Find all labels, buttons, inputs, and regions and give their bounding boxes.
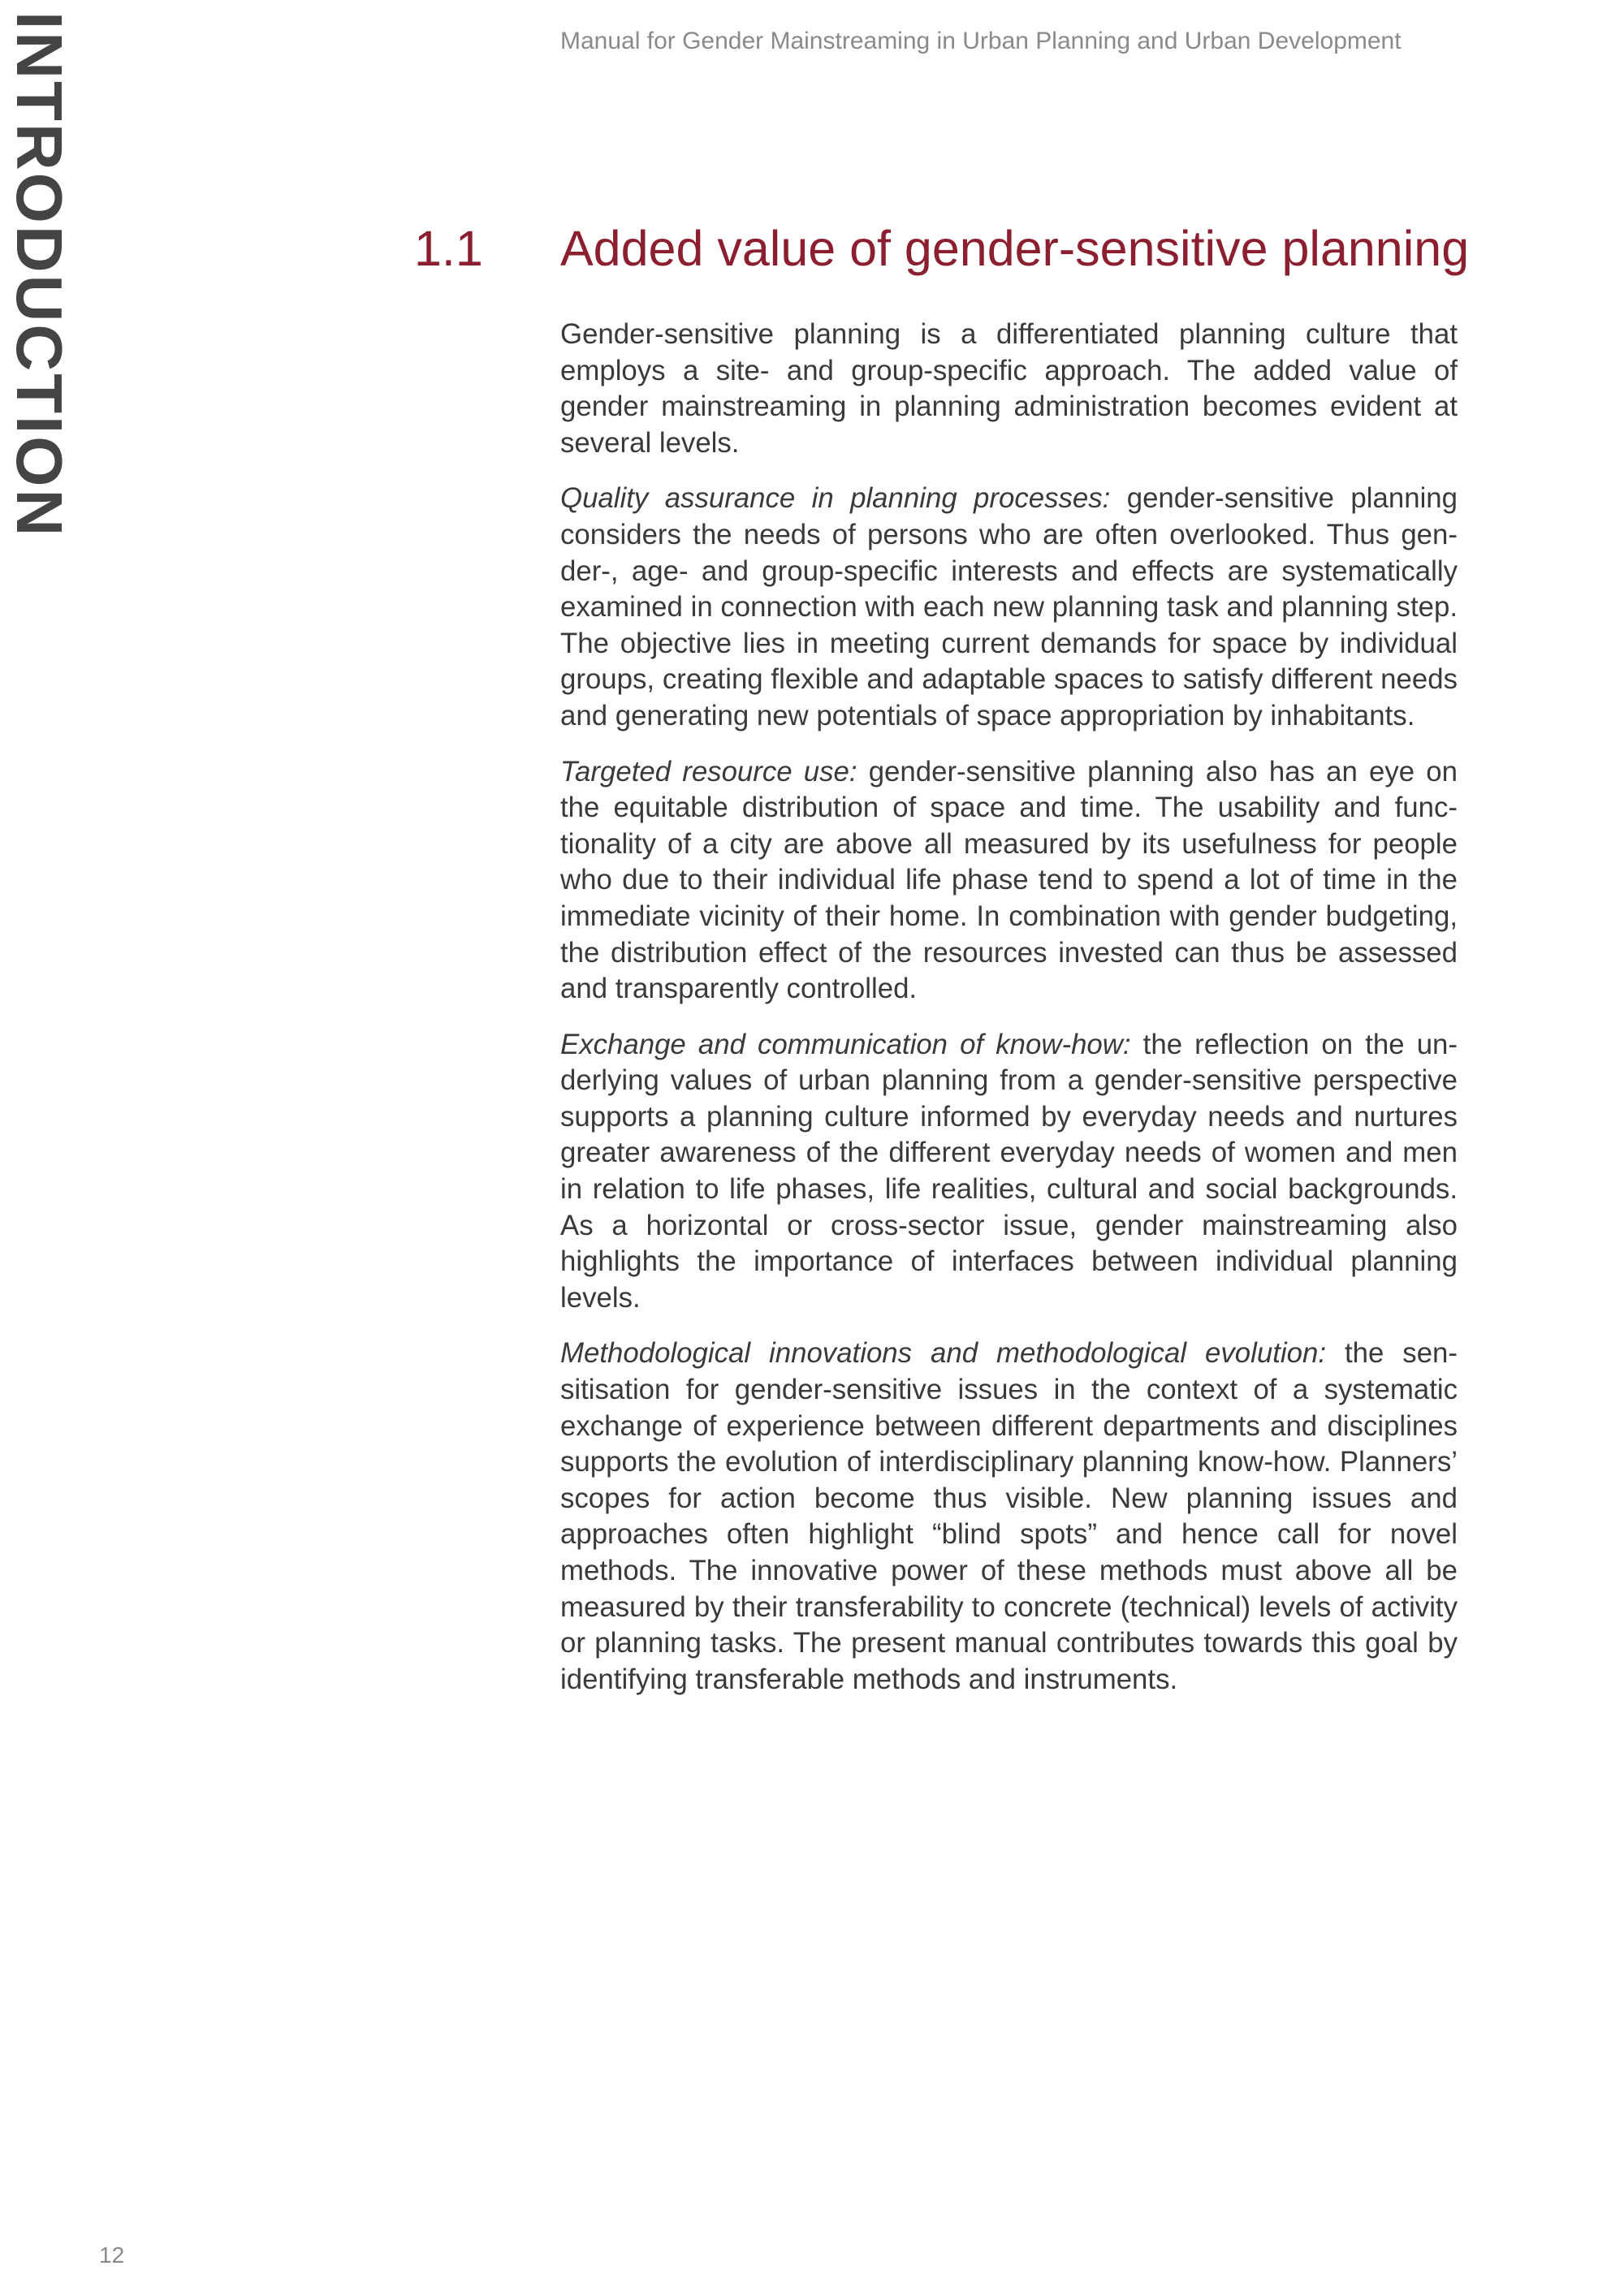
running-header: Manual for Gender Mainstreaming in Urban Planning and Urban Development xyxy=(560,28,1402,54)
section-number: 1.1 xyxy=(414,221,483,276)
paragraph-lead: Exchange and communication of know-how: xyxy=(560,1028,1131,1060)
paragraph-text: the sensitisation for gender-sensitive issues in the context of a systematic exchange of experience between different departments and disciplines supports the evolution of interdisciplinary planning know-how. Planners’ scopes for action become thus visible. New planning issues and approaches often highlight “blind spots” and hence call for novel methods. The innovative power of these methods must above all be measured by their transferability to concrete (technical) levels of activity or planning tasks. The present manual contributes towards this goal by identifying transferable methods and instruments. xyxy=(560,1337,1458,1695)
paragraph-methodological-innovations xyxy=(560,1336,1458,1698)
paragraph-text: gender-sensitive planning also has an eye on the equitable distribution of space and time. The usability and functionality of a city are above all measured by its usefulness for people who due to their individual life phase tend to spend a lot of time in the immediate vicinity of their home. In combination with gender budgeting, the distribution effect of the resources invested can thus be assessed and transparently controlled. xyxy=(560,755,1458,1005)
paragraph-exchange-communication xyxy=(560,1027,1458,1317)
paragraph-quality-assurance xyxy=(560,481,1458,734)
paragraph-lead: Methodological innovations and methodological evolution: xyxy=(560,1337,1327,1370)
body-text xyxy=(560,317,1458,1717)
paragraph-text: Gender-sensitive planning is a differentiated planning culture that employs a site- and group-specific approach. The added value of gender mainstreaming in planning administration becomes evident at several levels. xyxy=(560,318,1458,459)
paragraph-intro xyxy=(560,317,1458,461)
paragraph-lead: Quality assurance in planning processes: xyxy=(560,482,1111,515)
section-heading xyxy=(414,219,1470,278)
page-number: 12 xyxy=(99,2242,125,2268)
paragraph-lead: Targeted resource use: xyxy=(560,755,857,788)
paragraph-targeted-resource-use xyxy=(560,754,1458,1008)
paragraph-text: gender-sensitive planning considers the needs of persons who are often overlooked. Thus gender-, age- and group-specific interests and effects are systematically examined in connection with each new planning task and planning step. The objective lies in meeting current demands for space by individual groups, creating flexible and adaptable spaces to satisfy different needs and generating new potentials of space appropriation by inhabitants. xyxy=(560,482,1458,732)
side-section-label: INTRODUCTION xyxy=(3,11,76,539)
section-title: Added value of gender-sensitive planning xyxy=(560,221,1470,276)
paragraph-text: the reflection on the underlying values of urban planning from a gender-sensitive perspective supports a planning culture informed by everyday needs and nurtures greater awareness of the different everyday needs of women and men in relation to life phases, life realities, cultural and social backgrounds. As a horizontal or cross-sector issue, gender mainstreaming also highlights the importance of interfaces between individual planning levels. xyxy=(560,1028,1458,1314)
